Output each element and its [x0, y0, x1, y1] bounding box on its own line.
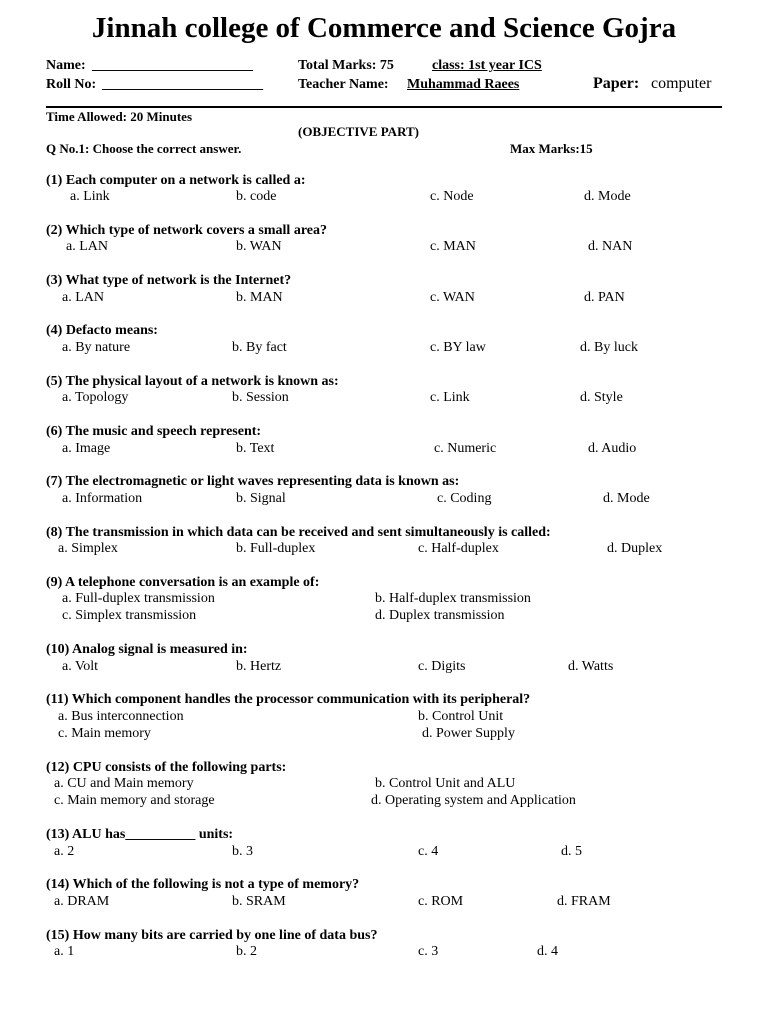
question-7: (7) The electromagnetic or light waves representing data is known as: — [46, 474, 460, 489]
option-12b: b. Control Unit and ALU — [375, 776, 516, 791]
option-3a: a. LAN — [62, 290, 104, 305]
option-12c: c. Main memory and storage — [54, 793, 215, 808]
option-8b: b. Full-duplex — [236, 541, 316, 556]
option-13c: c. 4 — [418, 844, 439, 859]
option-3c: c. WAN — [430, 290, 475, 305]
option-2c: c. MAN — [430, 239, 476, 254]
option-10b: b. Hertz — [236, 659, 282, 674]
name-label: Name: — [46, 58, 86, 73]
question-10: (10) Analog signal is measured in: — [46, 642, 248, 657]
option-7d: d. Mode — [603, 491, 650, 506]
question-12: (12) CPU consists of the following parts: — [46, 760, 287, 775]
option-11d: d. Power Supply — [422, 726, 515, 741]
option-7b: b. Signal — [236, 491, 286, 506]
name-blank: _______________________ — [92, 58, 253, 73]
class-label: class: 1st year ICS — [432, 58, 542, 73]
time-allowed: Time Allowed: 20 Minutes — [46, 109, 193, 124]
option-12d: d. Operating system and Application — [371, 793, 576, 808]
option-9d: d. Duplex transmission — [375, 608, 505, 623]
page-title: Jinnah college of Commerce and Science Gojra — [91, 12, 677, 44]
option-11b: b. Control Unit — [418, 709, 504, 724]
paper-label: Paper: — [593, 75, 640, 92]
option-1a: a. Link — [70, 189, 110, 204]
option-6c: c. Numeric — [434, 441, 497, 456]
option-7c: c. Coding — [437, 491, 492, 506]
question-3: (3) What type of network is the Internet? — [46, 273, 292, 288]
option-15d: d. 4 — [537, 944, 558, 959]
teacher-label: Teacher Name: — [298, 77, 389, 92]
option-15c: c. 3 — [418, 944, 439, 959]
option-2d: d. NAN — [588, 239, 633, 254]
option-13a: a. 2 — [54, 844, 75, 859]
option-1d: d. Mode — [584, 189, 631, 204]
option-13b: b. 3 — [232, 844, 253, 859]
option-5b: b. Session — [232, 390, 289, 405]
question-14: (14) Which of the following is not a type of memory? — [46, 877, 360, 892]
option-14b: b. SRAM — [232, 894, 286, 909]
paper-value: computer — [651, 75, 712, 92]
option-9a: a. Full-duplex transmission — [62, 591, 215, 606]
max-marks: Max Marks:15 — [510, 141, 593, 156]
option-1b: b. code — [236, 189, 277, 204]
option-15b: b. 2 — [236, 944, 257, 959]
option-2b: b. WAN — [236, 239, 282, 254]
option-4b: b. By fact — [232, 340, 287, 355]
option-9c: c. Simplex transmission — [62, 608, 197, 623]
option-10d: d. Watts — [568, 659, 614, 674]
question-1: (1) Each computer on a network is called a: — [46, 173, 306, 188]
rollno-blank: _______________________ — [102, 77, 263, 92]
question-13: (13) ALU has__________ units: — [46, 827, 234, 842]
option-5a: a. Topology — [62, 390, 129, 405]
rollno-label: Roll No: — [46, 77, 97, 92]
option-5c: c. Link — [430, 390, 470, 405]
option-4d: d. By luck — [580, 340, 638, 355]
option-8a: a. Simplex — [58, 541, 118, 556]
option-2a: a. LAN — [66, 239, 108, 254]
option-6d: d. Audio — [588, 441, 637, 456]
option-4a: a. By nature — [62, 340, 131, 355]
option-8d: d. Duplex — [607, 541, 663, 556]
option-6b: b. Text — [236, 441, 275, 456]
header-divider — [46, 106, 722, 108]
option-7a: a. Information — [62, 491, 143, 506]
option-8c: c. Half-duplex — [418, 541, 499, 556]
option-6a: a. Image — [62, 441, 111, 456]
option-4c: c. BY law — [430, 340, 486, 355]
option-15a: a. 1 — [54, 944, 75, 959]
question-4: (4) Defacto means: — [46, 323, 158, 338]
option-14d: d. FRAM — [557, 894, 611, 909]
question-5: (5) The physical layout of a network is known as: — [46, 374, 339, 389]
question-6: (6) The music and speech represent: — [46, 424, 262, 439]
option-14c: c. ROM — [418, 894, 464, 909]
option-5d: d. Style — [580, 390, 623, 405]
question-15: (15) How many bits are carried by one line of data bus? — [46, 928, 378, 943]
total-marks: Total Marks: 75 — [298, 58, 394, 73]
option-11a: a. Bus interconnection — [58, 709, 184, 724]
option-9b: b. Half-duplex transmission — [375, 591, 531, 606]
option-10c: c. Digits — [418, 659, 466, 674]
option-12a: a. CU and Main memory — [54, 776, 194, 791]
question-2: (2) Which type of network covers a small area? — [46, 223, 327, 238]
instruction: Q No.1: Choose the correct answer. — [46, 141, 242, 156]
option-3d: d. PAN — [584, 290, 625, 305]
question-11: (11) Which component handles the processor communication with its peripheral? — [46, 692, 531, 707]
option-3b: b. MAN — [236, 290, 283, 305]
option-1c: c. Node — [430, 189, 474, 204]
teacher-name: Muhammad Raees — [407, 77, 520, 92]
question-9: (9) A telephone conversation is an example of: — [46, 575, 320, 590]
option-13d: d. 5 — [561, 844, 582, 859]
part-heading: (OBJECTIVE PART) — [298, 124, 420, 139]
question-8: (8) The transmission in which data can be received and sent simultaneously is called: — [46, 525, 551, 540]
option-11c: c. Main memory — [58, 726, 151, 741]
option-10a: a. Volt — [62, 659, 99, 674]
option-14a: a. DRAM — [54, 894, 110, 909]
